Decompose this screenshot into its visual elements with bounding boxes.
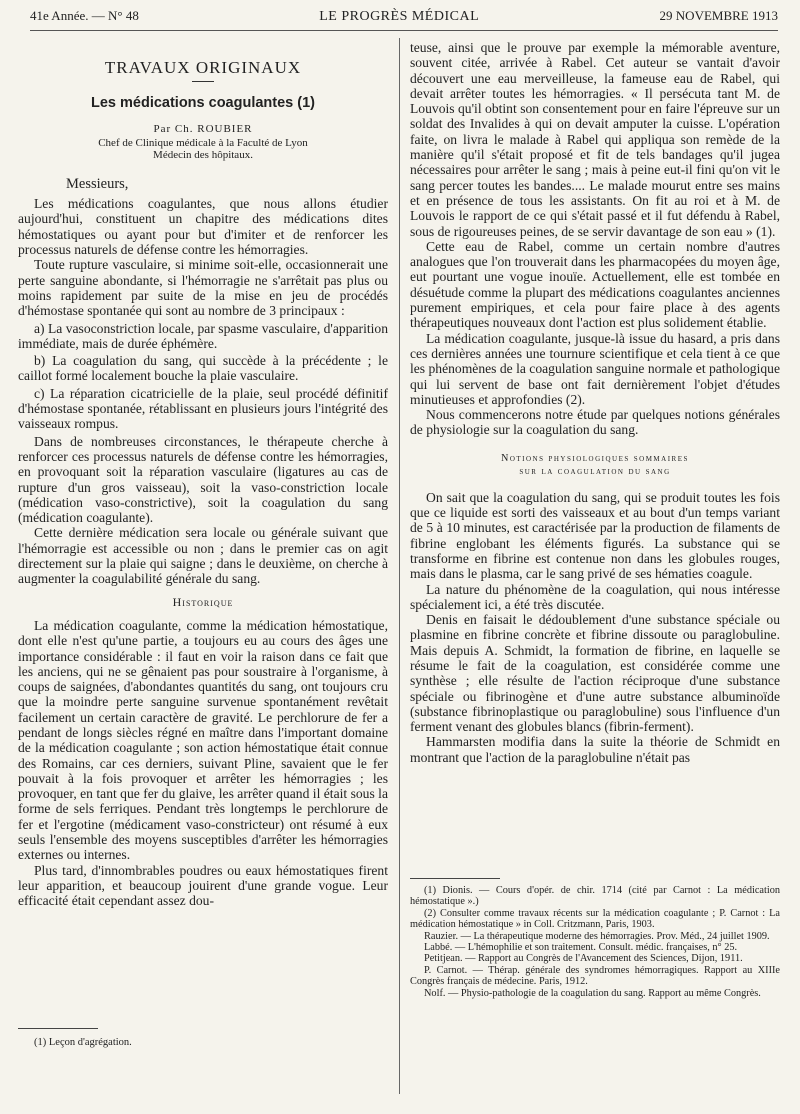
paragraph: Hammarsten modifia dans la suite la théorie de Schmidt en montrant que l'action de la paraglobuline n'était pas	[410, 734, 780, 765]
footnote: (2) Consulter comme travaux récents sur la médication coagulante ; P. Carnot : La médication hémostatique » in Coll. Critzmann, Paris, 1903.	[410, 907, 780, 931]
left-footnote: (1) Leçon d'agrégation.	[34, 1037, 132, 1048]
footnote: Labbé. — L'hémophilie et son traitement. Consult. médic. françaises, n° 25.	[424, 942, 738, 954]
paragraph: Toute rupture vasculaire, si minime soit-elle, occasionnerait une perte sanguine abondante, si l'hémorragie ne s'arrêtait pas plus ou moins rapidement par suite de la mise en jeu de procédés d'hémostase spontanée qui sont au nombre de 3 principaux :	[18, 257, 388, 319]
paragraph: Cette eau de Rabel, comme un certain nombre d'autres analogues que l'on trouverait dans les pharmacopées du moyen âge, eut pourtant une vogue inouïe. Actuellement, elle est tombée en désuétude comme la plupart des médications coagulantes anciennes purement empiriques, et cela pour faire place à des agents thérapeutiques nouveaux dont l'action est plus solidement établie.	[410, 238, 780, 331]
paragraph: La médication coagulante, comme la médication hémostatique, dont elle n'est qu'une partie, a toujours eu au cours des âges une importance considérable : il faut en voir la raison dans ce fait que les anciens, qui ne se gênaient pas pour soustraire à l'organisme, à coups de saignées, d'abondantes quantités du sang, ont toujours cru que la moindre perte sanguine survenue spontanément revêtait facilement un certain caractère de gravité. Le perchlorure de fer a pendant de longs siècles régné en maître dans l'important domaine de la médication coagulante ; son action hémostatique était connue des Romains, car ces derniers, suivant Pline, savaient que le fer pouvait à la fois provoquer et arrêter les hémorragies ; les provoquer, en tant que fer du glaive, les arrêter quand il était sous la forme de sels ferriques. Pendant très longtemps le perchlorure de fer et l'ergotine (médicament vaso-constricteur) ont résumé à eux seuls l'ensemble des moyens susceptibles d'arrêter les hémorragies externes ou internes.	[18, 617, 388, 863]
article-title: Les médications coagulantes (1)	[90, 95, 315, 112]
paragraph: Plus tard, d'innombrables poudres ou eaux hémostatiques firent leur apparition, et beaucoup jouirent d'une grande vogue. Leur efficacité était cependant assez dou-	[18, 862, 388, 909]
historique-heading: Historique	[172, 594, 234, 609]
footnote-rule	[410, 878, 500, 879]
paragraph: Les médications coagulantes, que nous allons étudier aujourd'hui, constituent un chapitre des médications dites hémostatiques ou ayant pour but d'imiter et de renforcer les processus naturels de défense contre les hémorragies.	[18, 196, 388, 258]
issue-date: 29 NOVEMBRE 1913	[659, 8, 778, 23]
byline: Par Ch. ROUBIER	[153, 122, 253, 135]
footnote-rule	[18, 1028, 98, 1029]
list-item: a) La vasoconstriction locale, par spasme vasculaire, d'apparition immédiate, mais de durée éphémère.	[18, 320, 388, 351]
paragraph: Nous commencerons notre étude par quelques notions générales de physiologie sur la coagulation du sang.	[410, 407, 780, 438]
paragraph: La médication coagulante, jusque-là issue du hasard, a pris dans ces dernières années une tournure scientifique et cela tient à ce que les phénomènes de la coagulation sanguine normale et pathologique qui lui servent de base ont fait dernièrement l'objet d'études minutieuses et approfondies (2).	[410, 330, 780, 407]
affiliation-line-2: Médecin des hôpitaux.	[153, 148, 253, 161]
salutation: Messieurs,	[66, 175, 129, 192]
footnote: Rauzier. — La thérapeutique moderne des hémorragies. Prov. Méd., 24 juillet 1909.	[424, 930, 770, 942]
right-column	[410, 40, 780, 872]
notions-heading-line-1: Notions physiologiques sommaires	[501, 452, 689, 464]
journal-title: LE PROGRÈS MÉDICAL	[319, 9, 480, 24]
issue-number: 41e Année. — N° 48	[30, 8, 139, 23]
affiliation	[18, 137, 388, 161]
right-footnotes	[410, 878, 780, 999]
paragraph: On sait que la coagulation du sang, qui se produit toutes les fois que ce liquide est sorti des vaisseaux et au bout d'un temps variant de 5 à 10 minutes, est caractérisée par la production de filaments de fibrine englobant les éléments figurés. La substance qui se transforme en fibrine est contenue non dans les globules rouges, mais dans le plasma, car le sang privé de ses hématies coagule.	[410, 489, 780, 582]
left-column	[18, 40, 388, 1054]
section-title: TRAVAUX ORIGINAUX	[104, 58, 302, 77]
running-header	[30, 8, 778, 31]
footnote: (1) Dionis. — Cours d'opér. de chir. 1714 (cité par Carnot : La médication hémostatique ».)	[410, 885, 780, 908]
paragraph: La nature du phénomène de la coagulation, qui nous intéresse spécialement ici, a été très discutée.	[410, 581, 780, 612]
list-item: c) La réparation cicatricielle de la plaie, seul procédé définitif d'hémostase spontanée, rétablissant en plusieurs jours l'intégrité des vaisseaux rompus.	[18, 385, 388, 432]
title-rule	[192, 81, 214, 82]
column-divider	[399, 38, 400, 1094]
paragraph: teuse, ainsi que le prouve par exemple la mémorable aventure, souvent citée, arrivée à Rabel. Cet auteur se vantait d'avoir découvert une eau merveilleuse, la fameuse eau de Rabel, qui devait arrêter toutes les hémorragies. « Il persécuta tant M. de Louvois qu'il obtint son consentement pour en faire l'épreuve sur un soldat des Invalides à qui on devait amputer la cuisse. L'opération faite, on livra le malade à Rabel qui appliqua son remède de la manière qu'il s'était proposé et fit de tels bandages qu'il jugea nécessaires pour arrêter le sang ; mais à peine eut-il fini qu'on vit le sang percer toutes les bandes.... Le malade mourut entre ses mains et en présence de tous les assistants. On fit au roi et à M. de Louvois le rapport de ce qui s'était passé et il fut défendu à Rabel, sous de rigoureuses peines, de se servir davantage de son eau » (1).	[410, 40, 780, 239]
notions-heading-line-2: sur la coagulation du sang	[519, 465, 671, 477]
footnote: Petitjean. — Rapport au Congrès de l'Avancement des Sciences, Dijon, 1911.	[424, 953, 743, 965]
paragraph: Dans de nombreuses circonstances, le thérapeute cherche à renforcer ces processus naturels de défense contre les hémorragies, en provoquant soit la réparation vasculaire (ligatures au cas de rupture d'un gros vaisseau), soit la vaso-constriction locale (médication vaso-constrictive), soit la coagulation du sang (médication coagulante).	[18, 433, 388, 526]
footnote: P. Carnot. — Thérap. générale des syndromes hémorragiques. Rapport au XIIIe Congrès français de médecine. Paris, 1912.	[410, 964, 780, 988]
paragraph: Denis en faisait le dédoublement d'une substance spéciale ou plasmine en fibrine concrète et fibrine dissoute ou paraglobuline. Mais depuis A. Schmidt, la formation de fibrine, en laquelle se résume le fait de la coagulation, est considérée comme une synthèse ; elle résulte de l'action réciproque d'une substance spéciale ou fibrinogène et d'une autre substance albuminoïde (substance fibrinoplastique ou paraglobuline) sous l'influence d'un ferment venant des globules blancs (fibrin-ferment).	[410, 612, 780, 735]
paragraph: Cette dernière médication sera locale ou générale suivant que l'hémorragie est accessible ou non ; dans le premier cas on agit directement sur la plaie qui saigne ; dans le deuxième, on cherche à augmenter la coagulabilité générale du sang.	[18, 525, 388, 587]
notions-heading	[410, 452, 780, 478]
affiliation-line-1: Chef de Clinique médicale à la Faculté de Lyon	[98, 136, 308, 149]
footnote: Nolf. — Physio-pathologie de la coagulation du sang. Rapport au même Congrès.	[424, 987, 761, 999]
list-item: b) La coagulation du sang, qui succède à la précédente ; le caillot formé localement bouche la plaie vasculaire.	[18, 353, 388, 384]
